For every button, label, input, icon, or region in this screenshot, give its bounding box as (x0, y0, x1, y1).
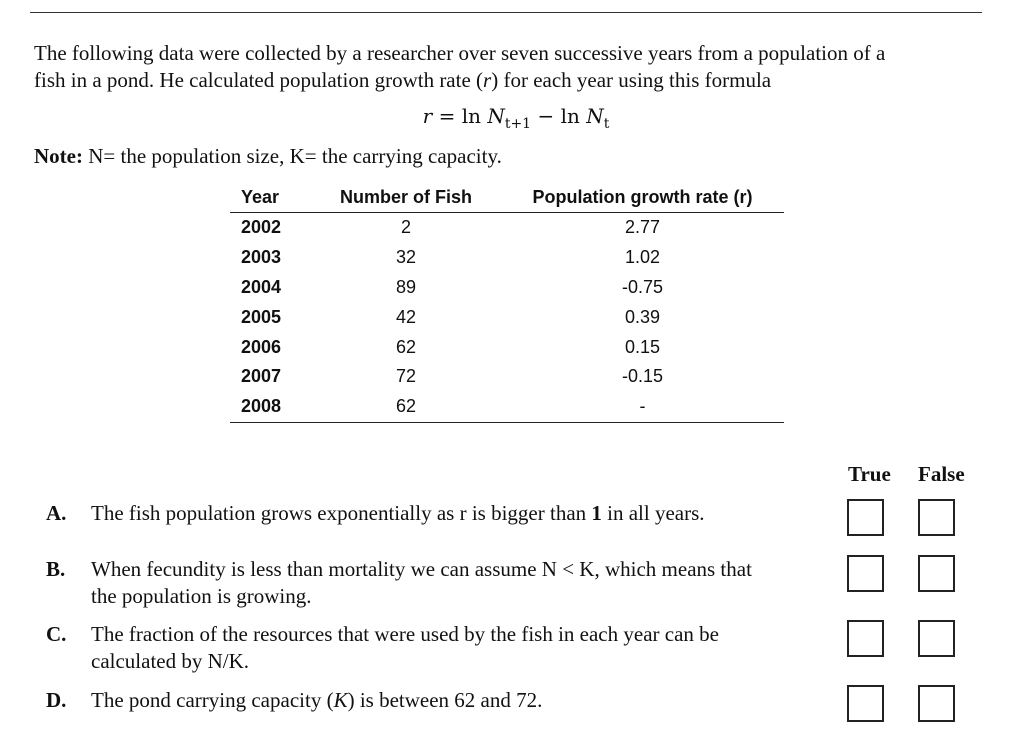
cell-year: 2003 (241, 247, 282, 268)
intro-text: fish in a pond. He calculated population growth rate ( (34, 68, 484, 92)
growth-rate-formula (0, 104, 1018, 132)
statement-text-end: in all years. (601, 501, 705, 525)
statement-line: The fraction of the resources that were used by the fish in each year can be (91, 622, 719, 646)
formula-n2: N (586, 104, 604, 128)
true-column-label: True (848, 462, 891, 486)
table-row (230, 362, 784, 392)
statement-text: The fish population grows exponentially as r is bigger than (91, 501, 592, 525)
cell-year: 2007 (241, 366, 282, 387)
cell-year: 2006 (241, 336, 282, 357)
statement-text: The pond carrying capacity ( (91, 688, 334, 712)
statement-line: When fecundity is less than mortality we can assume N < K, which means that (91, 557, 752, 581)
cell-year: 2002 (241, 217, 282, 238)
cell-year: 2005 (241, 306, 282, 327)
cell-fish: 2 (400, 217, 411, 238)
statement-text-end: ) is between 62 and 72. (347, 688, 543, 712)
statement-d-true-checkbox[interactable] (847, 685, 884, 722)
statement-letter: B. (46, 557, 66, 581)
top-rule (30, 12, 982, 13)
cell-r: -0.75 (621, 276, 664, 297)
statement-d-false-checkbox[interactable] (918, 685, 955, 722)
statement-line: calculated by N/K. (91, 649, 250, 673)
cell-r: 2.77 (624, 217, 661, 238)
intro-text-end: ) for each year using this formula (491, 68, 772, 92)
cell-year: 2004 (241, 276, 282, 297)
cell-fish: 72 (395, 366, 417, 387)
table-row (230, 302, 784, 332)
formula-minus: − ln (531, 104, 587, 128)
note (34, 144, 502, 169)
table-row (230, 213, 784, 243)
formula-sub2: t (603, 116, 610, 132)
statement-letter: D. (46, 688, 67, 712)
note-text: N= the population size, K= the carrying capacity. (82, 144, 502, 168)
statement-d (46, 687, 826, 714)
formula-sub1: t+1 (504, 116, 532, 132)
intro-line-1: The following data were collected by a researcher over seven successive years from a population of a (34, 41, 886, 65)
statement-b-false-checkbox[interactable] (918, 555, 955, 592)
statement-b-true-checkbox[interactable] (847, 555, 884, 592)
statement-line: the population is growing. (91, 584, 312, 608)
note-label: Note: (34, 144, 83, 168)
table-row (230, 332, 784, 362)
cell-fish: 62 (311, 392, 501, 422)
statement-a-false-checkbox[interactable] (918, 499, 955, 536)
formula-n1: N (487, 104, 505, 128)
table-header-row (230, 182, 784, 213)
table-row (230, 273, 784, 303)
statement-b (46, 556, 826, 610)
cell-r: 0.39 (624, 306, 661, 327)
header-year: Year (230, 182, 311, 213)
header-growth-rate: Population growth rate (r) (501, 182, 784, 213)
table-row (230, 243, 784, 273)
statement-bold: 1 (591, 501, 602, 525)
cell-fish: 42 (395, 306, 417, 327)
cell-r: 1.02 (624, 247, 661, 268)
cell-fish: 62 (395, 336, 417, 357)
fish-data-table (230, 182, 784, 423)
table-row (230, 392, 784, 422)
statement-letter: C. (46, 622, 67, 646)
statement-letter: A. (46, 501, 67, 525)
cell-year: 2008 (230, 392, 311, 422)
cell-r: -0.15 (621, 366, 664, 387)
intro-line-2 (34, 67, 984, 94)
statement-a (46, 500, 826, 527)
statement-a-true-checkbox[interactable] (847, 499, 884, 536)
intro-r: r (483, 68, 492, 92)
cell-r: - (501, 392, 784, 422)
formula-r: r (422, 104, 433, 128)
false-column-label: False (918, 462, 965, 486)
statement-italic: K (333, 688, 348, 712)
formula-eq: = ln (432, 104, 488, 128)
statement-c-false-checkbox[interactable] (918, 620, 955, 657)
statement-c-true-checkbox[interactable] (847, 620, 884, 657)
cell-r: 0.15 (624, 336, 661, 357)
cell-fish: 89 (395, 276, 417, 297)
cell-fish: 32 (395, 247, 417, 268)
intro-paragraph (34, 40, 984, 94)
header-fish: Number of Fish (311, 182, 501, 213)
statement-c (46, 621, 826, 675)
